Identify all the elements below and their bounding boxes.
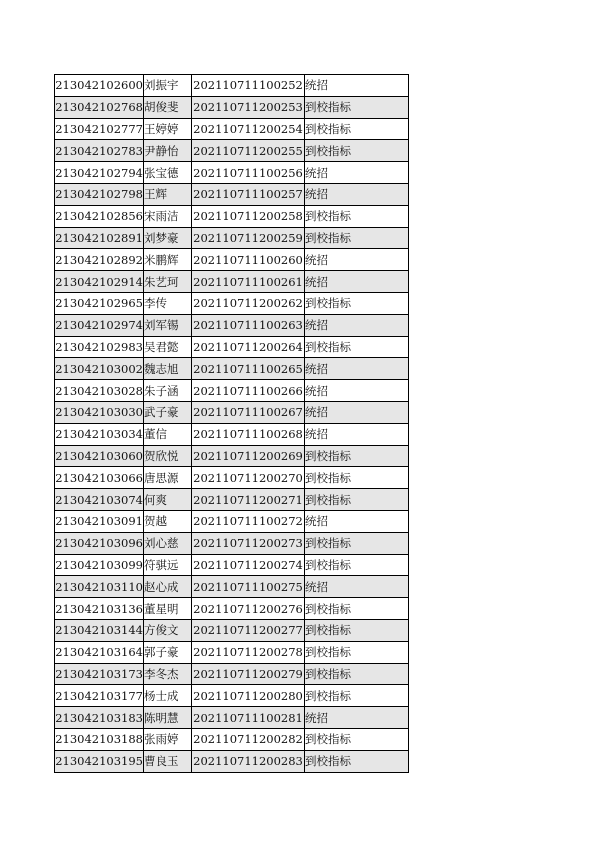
table-row [55, 423, 409, 445]
admission-number-cell: 202110711100266 [192, 380, 305, 402]
table-row [55, 205, 409, 227]
student-name-cell: 吴君懿 [144, 336, 192, 358]
table-row [55, 292, 409, 314]
table-row [55, 707, 409, 729]
student-id-cell: 213042102794 [55, 162, 144, 184]
table-row [55, 467, 409, 489]
admission-type-cell: 统招 [305, 380, 409, 402]
table-row [55, 728, 409, 750]
admission-number-cell: 202110711200269 [192, 445, 305, 467]
table-row [55, 554, 409, 576]
table-row [55, 140, 409, 162]
admission-type-cell: 到校指标 [305, 532, 409, 554]
student-id-cell: 213042103177 [55, 685, 144, 707]
table-row [55, 227, 409, 249]
student-name-cell: 朱艺珂 [144, 271, 192, 293]
table-row [55, 641, 409, 663]
student-id-cell: 213042103195 [55, 750, 144, 772]
student-id-cell: 213042102777 [55, 118, 144, 140]
admission-type-cell: 到校指标 [305, 205, 409, 227]
table-row [55, 750, 409, 772]
admission-number-cell: 202110711200274 [192, 554, 305, 576]
admission-type-cell: 到校指标 [305, 467, 409, 489]
student-name-cell: 朱子涵 [144, 380, 192, 402]
admission-number-cell: 202110711200271 [192, 489, 305, 511]
admission-type-cell: 到校指标 [305, 728, 409, 750]
admission-number-cell: 202110711200282 [192, 728, 305, 750]
table-row [55, 162, 409, 184]
student-id-cell: 213042103183 [55, 707, 144, 729]
student-name-cell: 董信 [144, 423, 192, 445]
admission-type-cell: 到校指标 [305, 685, 409, 707]
student-id-cell: 213042102892 [55, 249, 144, 271]
admission-number-cell: 202110711200255 [192, 140, 305, 162]
admission-type-cell: 统招 [305, 249, 409, 271]
admission-type-cell: 到校指标 [305, 663, 409, 685]
admission-type-cell: 统招 [305, 271, 409, 293]
student-id-cell: 213042102856 [55, 205, 144, 227]
student-name-cell: 米鹏辉 [144, 249, 192, 271]
student-name-cell: 曹良玉 [144, 750, 192, 772]
student-id-cell: 213042102965 [55, 292, 144, 314]
admission-number-cell: 202110711200258 [192, 205, 305, 227]
student-name-cell: 杨士成 [144, 685, 192, 707]
student-name-cell: 方俊文 [144, 619, 192, 641]
student-name-cell: 刘振宇 [144, 75, 192, 97]
student-id-cell: 213042102768 [55, 96, 144, 118]
student-name-cell: 尹静怡 [144, 140, 192, 162]
student-id-cell: 213042103066 [55, 467, 144, 489]
table-row [55, 271, 409, 293]
admission-number-cell: 202110711200279 [192, 663, 305, 685]
admission-type-cell: 统招 [305, 162, 409, 184]
admission-type-cell: 到校指标 [305, 598, 409, 620]
table-row [55, 380, 409, 402]
student-id-cell: 213042103136 [55, 598, 144, 620]
admission-type-cell: 到校指标 [305, 227, 409, 249]
admission-number-cell: 202110711200278 [192, 641, 305, 663]
student-name-cell: 张宝德 [144, 162, 192, 184]
admission-number-cell: 202110711200280 [192, 685, 305, 707]
student-name-cell: 王婷婷 [144, 118, 192, 140]
admission-type-cell: 到校指标 [305, 292, 409, 314]
admission-number-cell: 202110711100252 [192, 75, 305, 97]
admission-number-cell: 202110711100260 [192, 249, 305, 271]
admission-number-cell: 202110711100275 [192, 576, 305, 598]
admission-number-cell: 202110711100256 [192, 162, 305, 184]
table-row [55, 249, 409, 271]
student-id-cell: 213042102983 [55, 336, 144, 358]
table-row [55, 510, 409, 532]
admission-number-cell: 202110711100272 [192, 510, 305, 532]
admission-number-cell: 202110711100263 [192, 314, 305, 336]
student-name-cell: 赵心成 [144, 576, 192, 598]
student-name-cell: 张雨婷 [144, 728, 192, 750]
admission-number-cell: 202110711100261 [192, 271, 305, 293]
admission-number-cell: 202110711200270 [192, 467, 305, 489]
table-row [55, 663, 409, 685]
student-name-cell: 武子豪 [144, 401, 192, 423]
table-row [55, 118, 409, 140]
student-name-cell: 唐思源 [144, 467, 192, 489]
student-id-cell: 213042102600 [55, 75, 144, 97]
admission-table [54, 74, 409, 773]
admission-number-cell: 202110711100281 [192, 707, 305, 729]
student-id-cell: 213042103060 [55, 445, 144, 467]
table-row [55, 619, 409, 641]
student-id-cell: 213042103074 [55, 489, 144, 511]
admission-type-cell: 统招 [305, 401, 409, 423]
student-id-cell: 213042103096 [55, 532, 144, 554]
admission-number-cell: 202110711200253 [192, 96, 305, 118]
admission-type-cell: 到校指标 [305, 445, 409, 467]
table-row [55, 401, 409, 423]
student-id-cell: 213042102974 [55, 314, 144, 336]
table-row [55, 336, 409, 358]
table-row [55, 489, 409, 511]
table-row [55, 598, 409, 620]
admission-number-cell: 202110711200264 [192, 336, 305, 358]
student-name-cell: 陈明慧 [144, 707, 192, 729]
admission-type-cell: 到校指标 [305, 619, 409, 641]
student-name-cell: 胡俊斐 [144, 96, 192, 118]
student-name-cell: 刘心慈 [144, 532, 192, 554]
admission-type-cell: 到校指标 [305, 489, 409, 511]
student-name-cell: 贺欣悦 [144, 445, 192, 467]
admission-type-cell: 统招 [305, 358, 409, 380]
student-name-cell: 郭子豪 [144, 641, 192, 663]
student-id-cell: 213042103144 [55, 619, 144, 641]
table-row [55, 358, 409, 380]
admission-type-cell: 到校指标 [305, 140, 409, 162]
student-id-cell: 213042102914 [55, 271, 144, 293]
student-id-cell: 213042103110 [55, 576, 144, 598]
admission-number-cell: 202110711100265 [192, 358, 305, 380]
student-name-cell: 何爽 [144, 489, 192, 511]
student-name-cell: 符骐远 [144, 554, 192, 576]
student-name-cell: 董星明 [144, 598, 192, 620]
student-id-cell: 213042103002 [55, 358, 144, 380]
admission-number-cell: 202110711200276 [192, 598, 305, 620]
student-id-cell: 213042103164 [55, 641, 144, 663]
admission-number-cell: 202110711200273 [192, 532, 305, 554]
admission-type-cell: 到校指标 [305, 641, 409, 663]
admission-number-cell: 202110711200283 [192, 750, 305, 772]
student-name-cell: 李传 [144, 292, 192, 314]
student-name-cell: 刘军锡 [144, 314, 192, 336]
admission-number-cell: 202110711100267 [192, 401, 305, 423]
table-row [55, 75, 409, 97]
student-id-cell: 213042102798 [55, 183, 144, 205]
student-id-cell: 213042103030 [55, 401, 144, 423]
admission-type-cell: 到校指标 [305, 118, 409, 140]
table-row [55, 314, 409, 336]
table-row [55, 576, 409, 598]
admission-type-cell: 到校指标 [305, 96, 409, 118]
student-name-cell: 李冬杰 [144, 663, 192, 685]
student-id-cell: 213042102783 [55, 140, 144, 162]
admission-type-cell: 统招 [305, 183, 409, 205]
admission-type-cell: 到校指标 [305, 554, 409, 576]
student-name-cell: 宋雨洁 [144, 205, 192, 227]
admission-number-cell: 202110711200259 [192, 227, 305, 249]
student-id-cell: 213042103173 [55, 663, 144, 685]
admission-type-cell: 统招 [305, 707, 409, 729]
admission-number-cell: 202110711200262 [192, 292, 305, 314]
admission-type-cell: 统招 [305, 510, 409, 532]
table-row [55, 183, 409, 205]
student-id-cell: 213042103028 [55, 380, 144, 402]
student-id-cell: 213042103188 [55, 728, 144, 750]
table-row [55, 445, 409, 467]
admission-table-body [55, 75, 409, 773]
admission-type-cell: 统招 [305, 423, 409, 445]
student-id-cell: 213042102891 [55, 227, 144, 249]
admission-type-cell: 统招 [305, 576, 409, 598]
admission-number-cell: 202110711100268 [192, 423, 305, 445]
student-name-cell: 王辉 [144, 183, 192, 205]
student-name-cell: 刘梦豪 [144, 227, 192, 249]
student-id-cell: 213042103091 [55, 510, 144, 532]
student-id-cell: 213042103099 [55, 554, 144, 576]
admission-number-cell: 202110711200254 [192, 118, 305, 140]
student-name-cell: 魏志旭 [144, 358, 192, 380]
admission-type-cell: 到校指标 [305, 750, 409, 772]
admission-type-cell: 统招 [305, 75, 409, 97]
admission-number-cell: 202110711200277 [192, 619, 305, 641]
admission-number-cell: 202110711100257 [192, 183, 305, 205]
table-row [55, 96, 409, 118]
admission-type-cell: 统招 [305, 314, 409, 336]
student-name-cell: 贺越 [144, 510, 192, 532]
table-row [55, 532, 409, 554]
table-row [55, 685, 409, 707]
admission-type-cell: 到校指标 [305, 336, 409, 358]
student-id-cell: 213042103034 [55, 423, 144, 445]
